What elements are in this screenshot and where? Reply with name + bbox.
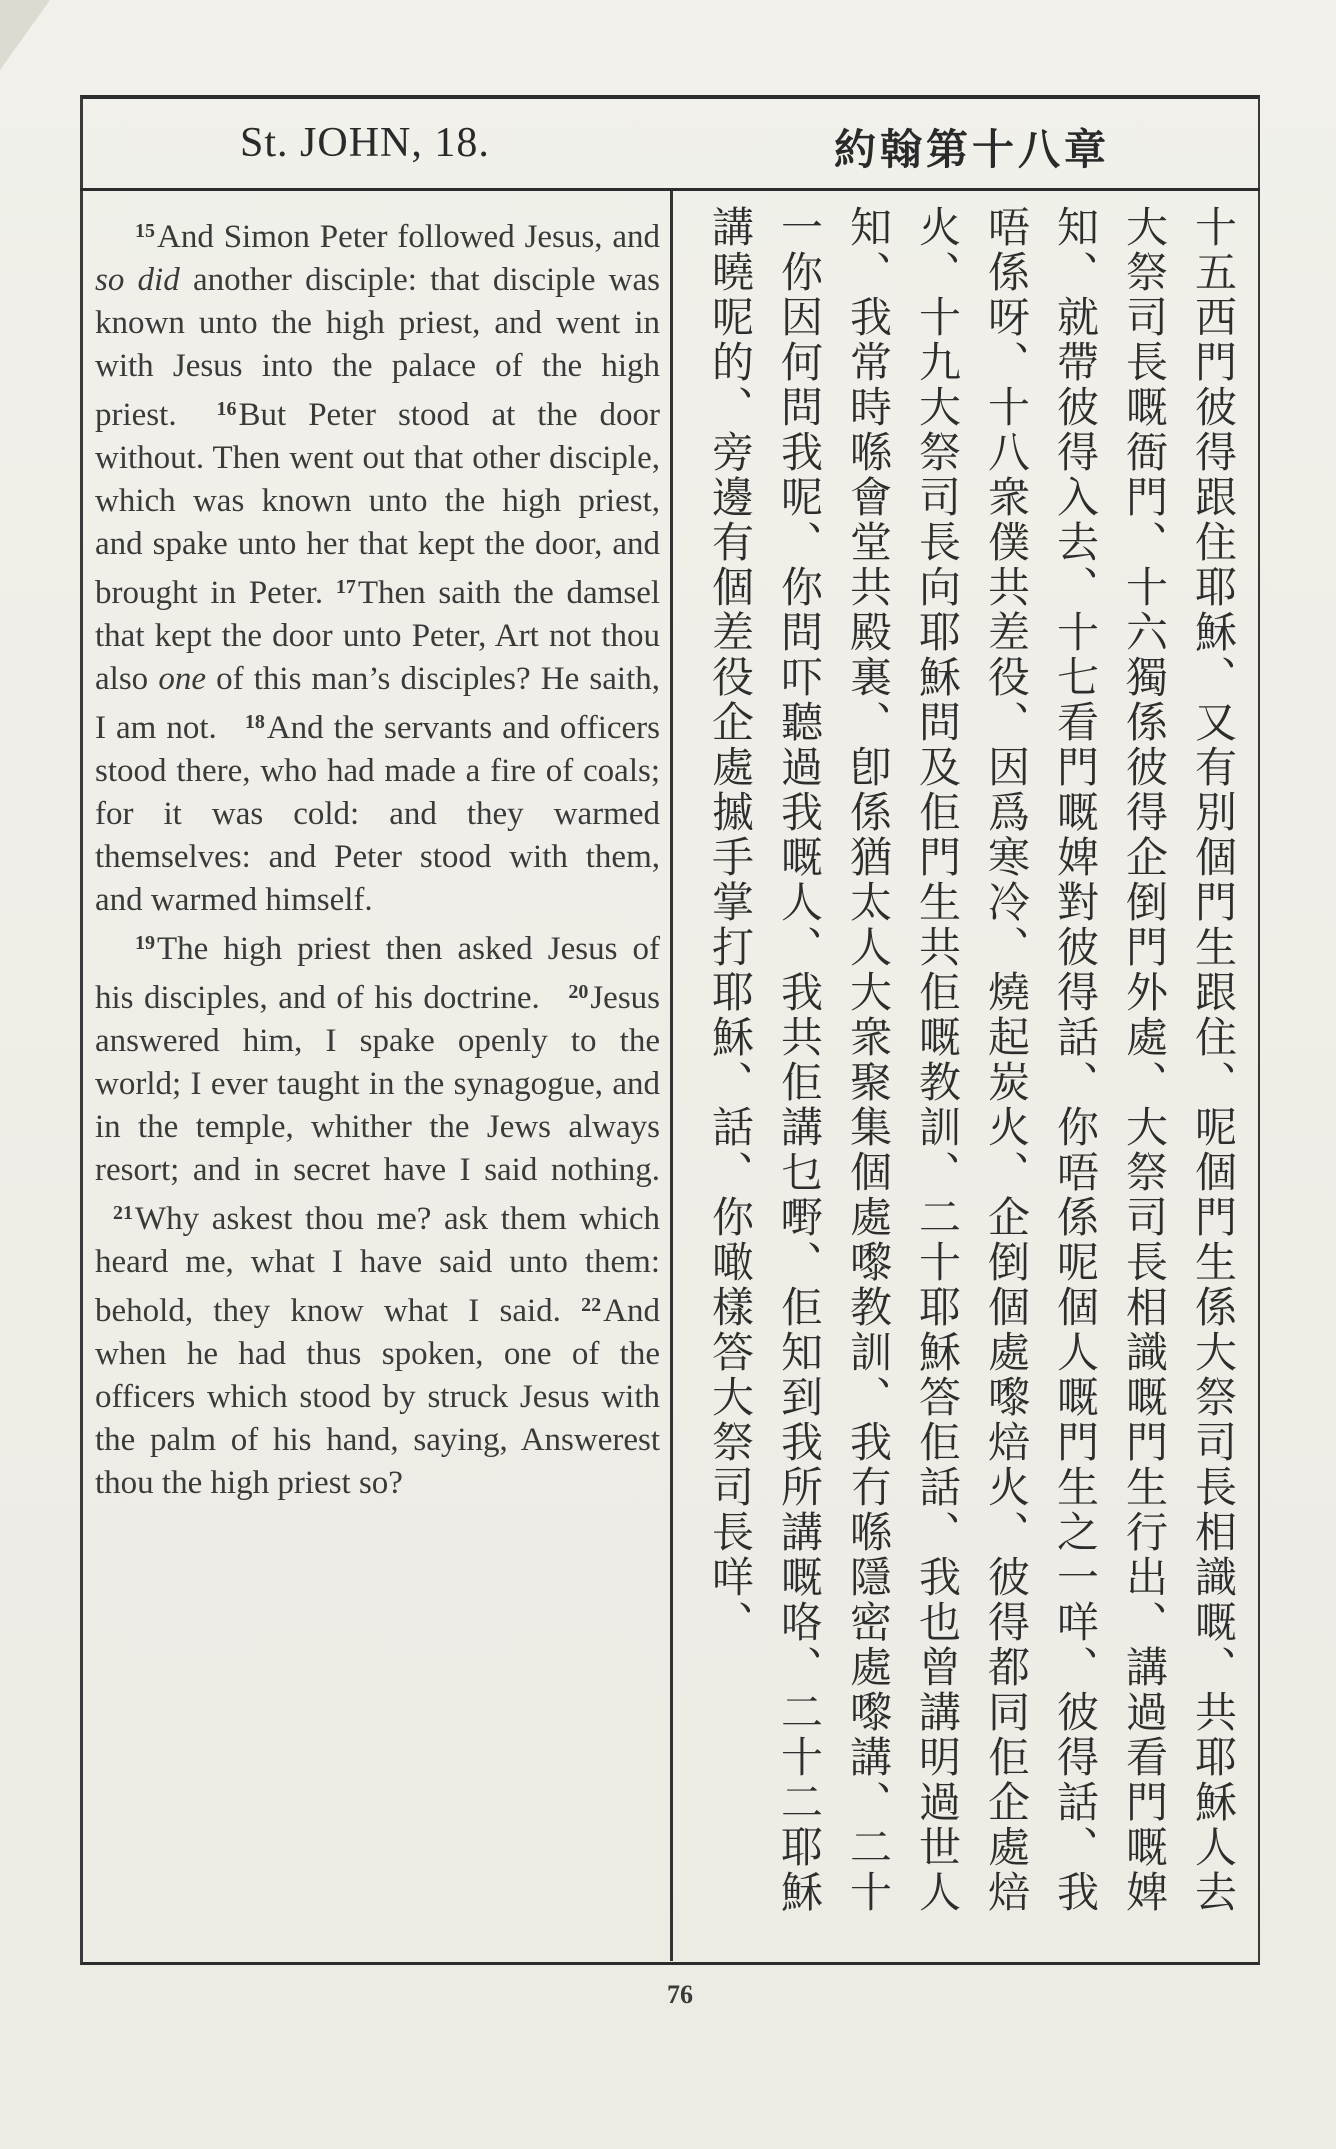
page-number: 76 xyxy=(667,1980,693,2009)
verse-number: 15 xyxy=(135,220,155,242)
verse-number: 20 xyxy=(568,981,589,1003)
verse-text: And the servants and officers stood there, who had made a fire of coals; for it was cold: and they warmed themselves: and Peter stood with them, and warmed himself. xyxy=(95,710,661,918)
chinese-column xyxy=(700,205,1248,1935)
verse-text-italic: one xyxy=(158,661,206,697)
verse-text: Then saith the damsel that kept the door unto Peter, Art not thou also xyxy=(95,575,661,697)
verse-text: But Peter stood at the door without. Then went out that other disciple, which was known unto the high priest, and spake unto her that kept the door, and brought in Peter. xyxy=(95,397,660,611)
page-header xyxy=(80,99,1260,191)
verse-number: 17 xyxy=(335,576,356,598)
english-running-title: St. JOHN, 18. xyxy=(240,120,490,166)
english-paragraph-1 xyxy=(95,210,660,922)
chinese-vertical-text: 十五西門彼得跟住耶穌、又有別個門生跟住、呢個門生係大祭司長相識嘅、共耶穌人去大祭司長嘅衙門、十六獨係彼得企倒門外處、大祭司長相識嘅門生行出、講過看門嘅婢知、就帶彼得入去、十七看門嘅婢對彼得話、你唔係呢個人嘅門生之一咩、彼得話、我唔係呀、十八衆僕共差役、因爲寒冷、燒起炭火、企倒個處嚟焙火、彼得都同佢企處焙火、十九大祭司長向耶穌問及佢門生共佢嘅教訓、二十耶穌答佢話、我也曾講明過世人知、我常時喺會堂共殿裏、卽係猶太人大衆聚集個處嚟教訓、我冇喺隱密處嚟講、二十一你因何問我呢、你問吓聽過我嘅人、我共佢講乜嘢、佢知到我所講嘅咯、二十二耶穌講曉呢的、旁邊有個差役企處摵手掌打耶穌、話、你噉樣答大祭司長咩、 xyxy=(706,205,1238,1915)
verse-text-italic: so did xyxy=(95,262,180,298)
page-corner-fold xyxy=(0,0,50,70)
verse-number: 19 xyxy=(135,932,155,954)
verse-text: of this man’s disciples? He saith, I am not. xyxy=(95,661,660,746)
verse-number: 21 xyxy=(113,1202,133,1224)
verse-text: Why askest thou me? ask them which heard me, what I have said unto them: behold, they know what I said. xyxy=(95,1201,660,1329)
verse-number: 16 xyxy=(216,398,237,420)
verse-text: Jesus answered him, I spake openly to the world; I ever taught in the synagogue, and in the temple, whither the Jews always resort; and in secret have I said nothing. xyxy=(95,980,661,1188)
verse-number: 22 xyxy=(581,1294,602,1316)
chinese-running-title: 約翰第十八章 xyxy=(833,125,1110,174)
verse-text: And when he had thus spoken, one of the officers which stood by struck Jesus with the palm of his hand, saying, Answerest thou the high priest so? xyxy=(95,1293,660,1501)
column-divider xyxy=(670,191,673,1961)
verse-text: another disciple: that disciple was known unto the high priest, and went in with Jesus into the palace of the high priest. xyxy=(95,262,660,433)
verse-number: 18 xyxy=(244,711,265,733)
english-paragraph-2 xyxy=(95,922,660,1505)
verse-text: The high priest then asked Jesus of his disciples, and of his doctrine. xyxy=(95,931,660,1016)
english-column xyxy=(95,210,660,1930)
verse-text: And Simon Peter followed Jesus, and xyxy=(157,219,660,255)
